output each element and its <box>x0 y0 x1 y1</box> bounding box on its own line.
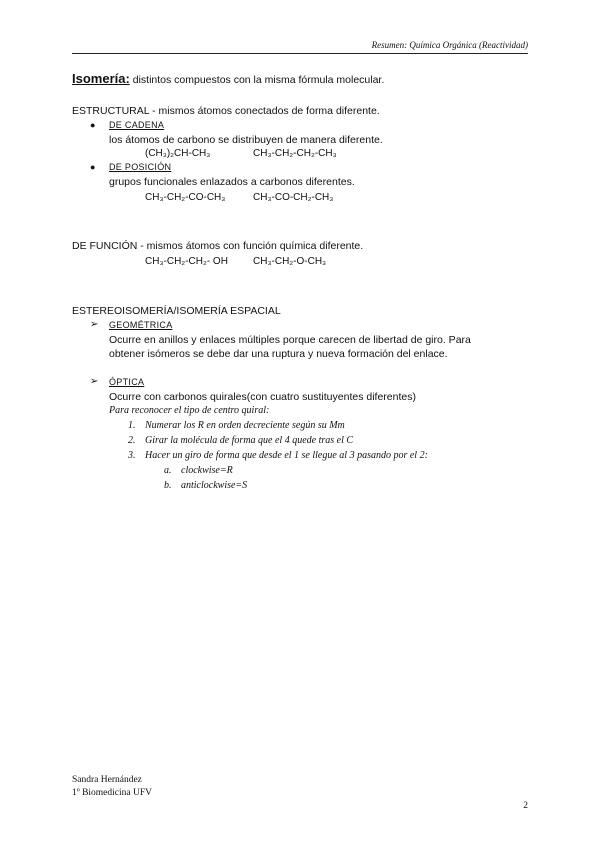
step-text: Girar la molécula de forma que el 4 quede tras el C <box>145 435 354 446</box>
estereo-heading: ESTEREOISOMERÍA/ISOMERÍA ESPACIAL <box>72 305 281 317</box>
cadena-text: los átomos de carbono se distribuyen de manera diferente. <box>109 134 383 146</box>
step-number: 3. <box>128 450 136 461</box>
substep-letter: b. <box>164 480 172 491</box>
posicion-formula-2: CH₃-CO-CH₂-CH₃ <box>253 192 334 203</box>
page-number: 2 <box>523 801 528 811</box>
footer-author: Sandra Hernández <box>72 775 142 785</box>
optica-intro: Para reconocer el tipo de centro quiral: <box>109 405 270 416</box>
optica-line-1: Ocurre con carbonos quirales(con cuatro sustituyentes diferentes) <box>109 391 416 403</box>
funcion-heading: DE FUNCIÓN - mismos átomos con función química diferente. <box>72 240 364 252</box>
posicion-formula-1: CH₃-CH₂-CO-CH₃ <box>145 192 226 203</box>
geometrica-label: GEOMÉTRICA <box>109 320 173 330</box>
step-number: 1. <box>128 420 136 431</box>
estructural-heading: ESTRUCTURAL - mismos átomos conectados de forma diferente. <box>72 105 380 117</box>
isomeria-line <box>72 72 384 87</box>
optica-label: ÓPTICA <box>109 377 145 387</box>
isomeria-definition: distintos compuestos con la misma fórmula molecular. <box>132 74 385 86</box>
running-header: Resumen: Química Orgánica (Reactividad) <box>371 40 528 50</box>
bullet-icon: ● <box>90 120 96 130</box>
arrow-bullet-icon: ➢ <box>90 319 99 330</box>
step-text: Hacer un giro de forma que desde el 1 se llegue al 3 pasando por el 2: <box>145 450 428 461</box>
geometrica-line-2: obtener isómeros se debe dar una ruptura y nueva formación del enlace. <box>109 348 448 360</box>
substep-letter: a. <box>164 465 172 476</box>
header-rule <box>72 53 528 54</box>
substep-text: anticlockwise=S <box>181 480 248 491</box>
bullet-icon: ● <box>90 162 96 172</box>
funcion-formula-2: CH₃-CH₂-O-CH₃ <box>253 256 327 267</box>
isomeria-title: Isomería: <box>72 71 130 86</box>
posicion-text: grupos funcionales enlazados a carbonos diferentes. <box>109 176 355 188</box>
funcion-formula-1: CH₃-CH₂-CH₂- OH <box>145 256 228 267</box>
step-text: Numerar los R en orden decreciente según su Mm <box>145 420 345 431</box>
cadena-formula-2: CH₃-CH₂-CH₂-CH₃ <box>253 148 337 159</box>
footer-course: 1º Biomedicina UFV <box>72 788 152 798</box>
geometrica-line-1: Ocurre en anillos y enlaces múltiples porque carecen de libertad de giro. Para <box>109 334 471 346</box>
cadena-formula-1: (CH₃)₂CH-CH₃ <box>145 148 211 159</box>
cadena-label: DE CADENA <box>109 120 165 130</box>
posicion-label: DE POSICIÓN <box>109 162 172 172</box>
step-number: 2. <box>128 435 136 446</box>
substep-text: clockwise=R <box>181 465 233 476</box>
arrow-bullet-icon: ➢ <box>90 376 99 387</box>
